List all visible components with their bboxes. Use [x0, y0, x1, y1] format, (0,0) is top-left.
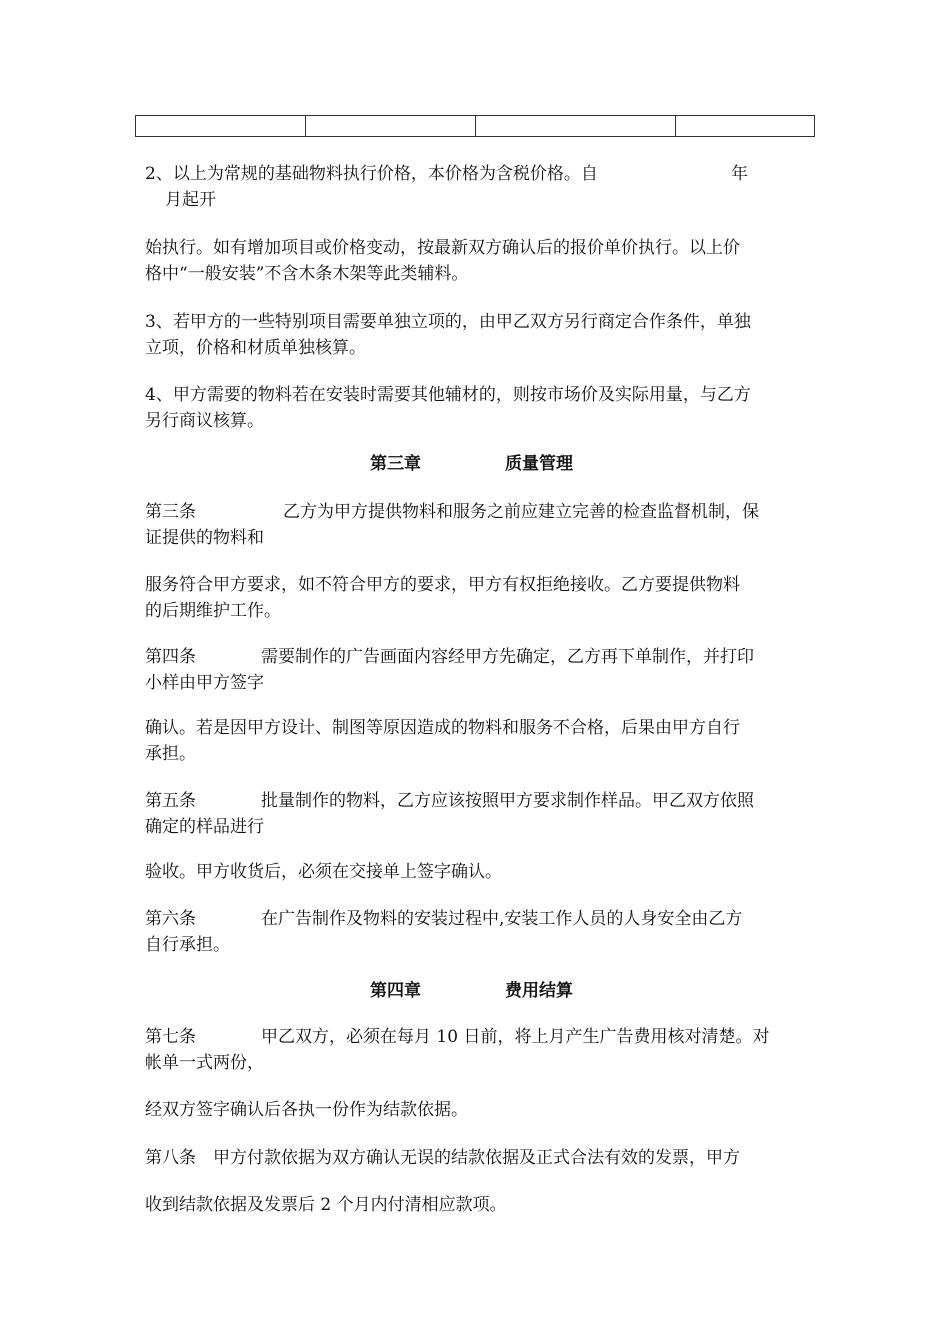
table-cell	[476, 116, 676, 136]
table-cell	[676, 116, 814, 136]
article-7-label: 第七条	[145, 1027, 196, 1047]
article-7-text: 甲乙双方，必须在每月 10 日前，将上月产生广告费用核对清楚。对	[261, 1027, 770, 1047]
article-3-text: 乙方为甲方提供物料和服务之前应建立完善的检查监督机制，保	[283, 502, 759, 522]
article-3-label: 第三条	[145, 502, 196, 522]
clause-2-line-1: 2、以上为常规的基础物料执行价格，本价格为含税价格。自	[145, 164, 598, 184]
table-cell	[136, 116, 306, 136]
price-table-row	[135, 115, 815, 137]
chapter-4-title: 费用结算	[505, 981, 573, 1001]
clause-4-line-2: 另行商议核算。	[145, 411, 264, 431]
article-4-line-3: 确认。若是因甲方设计、制图等原因造成的物料和服务不合格，后果由甲方自行	[145, 718, 740, 738]
article-8-line-2: 收到结款依据及发票后 2 个月内付清相应款项。	[145, 1195, 507, 1215]
article-6-line-2: 自行承担。	[145, 935, 230, 955]
clause-4-line-1: 4、甲方需要的物料若在安装时需要其他辅材的，则按市场价及实际用量，与乙方	[145, 385, 751, 405]
article-6-text: 在广告制作及物料的安装过程中,安装工作人员的人身安全由乙方	[261, 909, 743, 929]
chapter-3-title: 质量管理	[505, 454, 573, 474]
clause-2-line-2: 始执行。如有增加项目或价格变动，按最新双方确认后的报价单价执行。以上价	[145, 238, 740, 258]
table-cell	[306, 116, 476, 136]
article-7-line-2: 帐单一式两份，	[145, 1053, 264, 1073]
clause-3-line-2: 立项，价格和材质单独核算。	[145, 338, 366, 358]
article-6-label: 第六条	[145, 909, 196, 929]
clause-3-line-1: 3、若甲方的一些特别项目需要单独立项的，由甲乙双方另行商定合作条件，单独	[145, 312, 751, 332]
article-4-line-4: 承担。	[145, 744, 196, 764]
article-4-text: 需要制作的广告画面内容经甲方先确定，乙方再下单制作，并打印	[261, 647, 754, 667]
article-5-line-2: 确定的样品进行	[145, 817, 264, 837]
chapter-4-number: 第四章	[370, 981, 421, 1001]
chapter-3-number: 第三章	[370, 454, 421, 474]
article-4-line-2: 小样由甲方签字	[145, 673, 264, 693]
article-3-line-3: 服务符合甲方要求，如不符合甲方的要求，甲方有权拒绝接收。乙方要提供物料	[145, 575, 740, 595]
month-label: 月起开	[165, 190, 216, 210]
article-5-label: 第五条	[145, 791, 196, 811]
article-7-line-3: 经双方签字确认后各执一份作为结款依据。	[145, 1100, 468, 1120]
article-3-line-2: 证提供的物料和	[145, 528, 264, 548]
article-3-line-4: 的后期维护工作。	[145, 601, 281, 621]
clause-2-line-3: 格中“一般安装”不含木条木架等此类辅料。	[145, 264, 469, 284]
article-5-line-3: 验收。甲方收货后，必须在交接单上签字确认。	[145, 862, 502, 882]
year-label: 年	[731, 164, 748, 184]
article-8-line-1: 第八条 甲方付款依据为双方确认无误的结款依据及正式合法有效的发票，甲方	[145, 1148, 740, 1168]
article-4-label: 第四条	[145, 647, 196, 667]
article-5-text: 批量制作的物料，乙方应该按照甲方要求制作样品。甲乙双方依照	[261, 791, 754, 811]
